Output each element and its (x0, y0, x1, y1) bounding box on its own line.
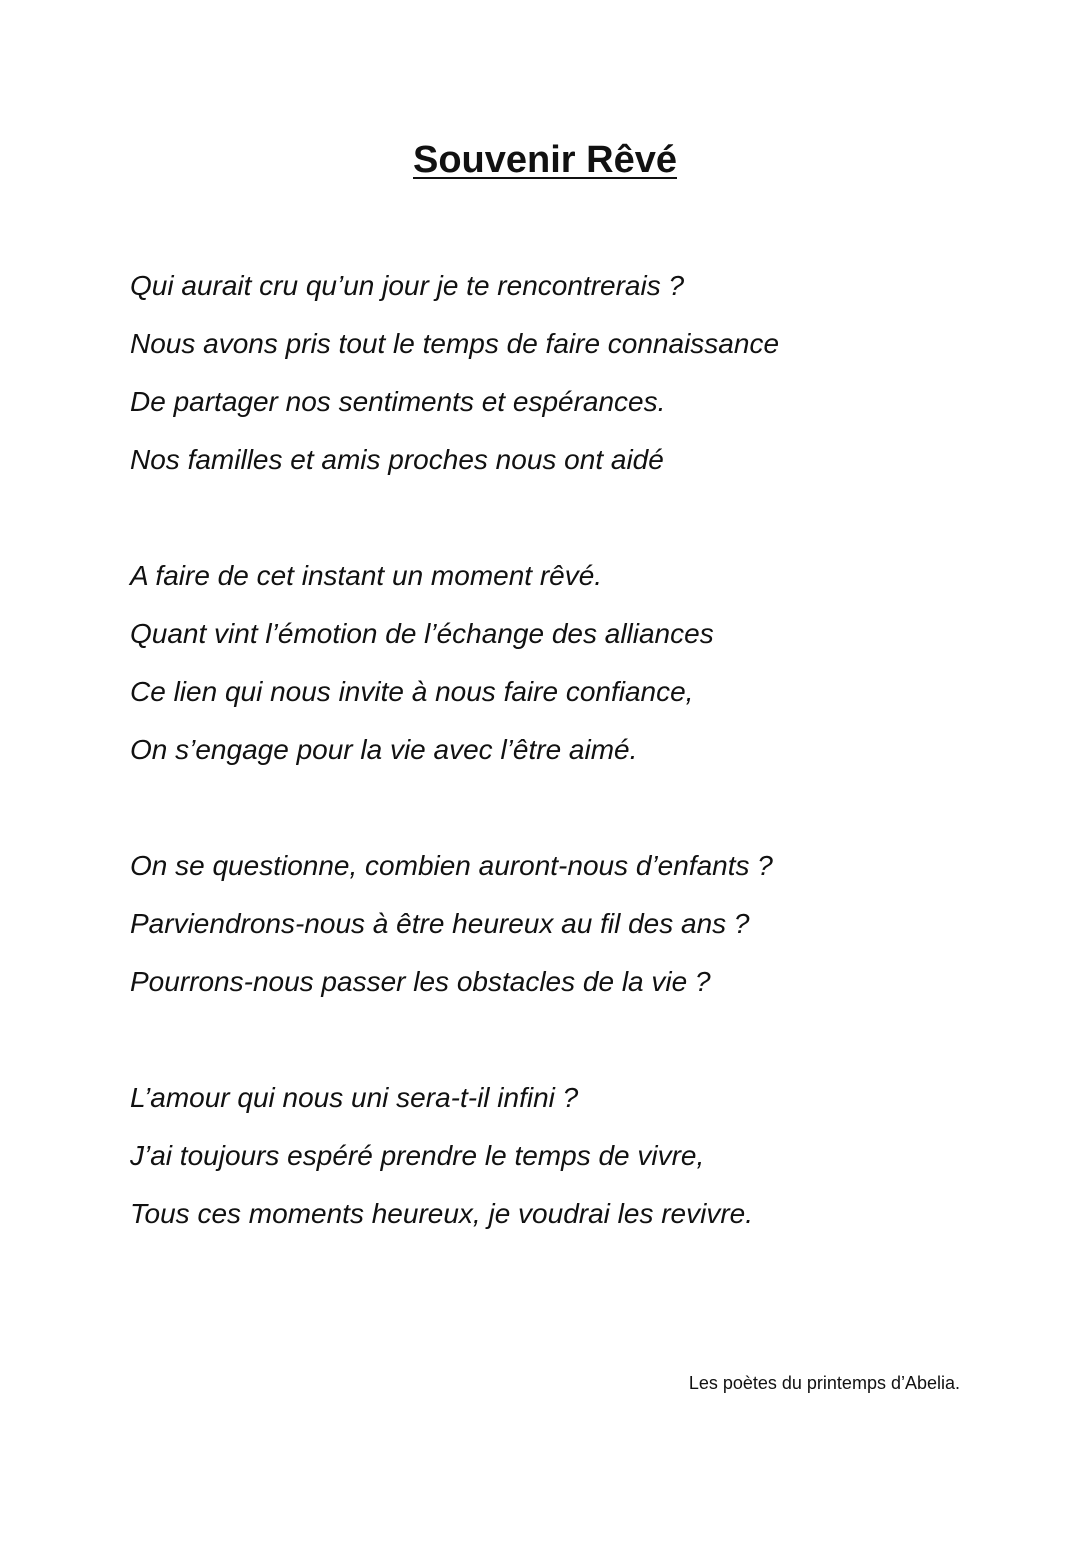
poem-line: Nos familles et amis proches nous ont aidé (130, 444, 664, 475)
poem-line: On se questionne, combien auront-nous d’enfants ? (130, 850, 773, 881)
stanza-3 (130, 844, 1010, 1018)
stanza-2 (130, 554, 1010, 786)
poem-line: Qui aurait cru qu’un jour je te rencontrerais ? (130, 270, 685, 301)
poem-line: Tous ces moments heureux, je voudrai les revivre. (130, 1198, 754, 1229)
poem-line: Parviendrons-nous à être heureux au fil des ans ? (130, 908, 750, 939)
stanza-1 (130, 264, 1010, 496)
poem-title: Souvenir Rêvé (413, 139, 677, 181)
stanza-4 (130, 1076, 1010, 1250)
poem-line: J’ai toujours espéré prendre le temps de vivre, (130, 1140, 705, 1171)
poem-line: A faire de cet instant un moment rêvé. (130, 560, 603, 591)
poem-line: L’amour qui nous uni sera-t-il infini ? (130, 1082, 579, 1113)
signature: Les poètes du printemps d’Abelia. (688, 1373, 960, 1393)
poem-line: On s’engage pour la vie avec l’être aimé. (130, 734, 638, 765)
poem-line: Nous avons pris tout le temps de faire connaissance (130, 328, 780, 359)
poem-line: Ce lien qui nous invite à nous faire confiance, (130, 676, 694, 707)
poem-line: Pourrons-nous passer les obstacles de la vie ? (130, 966, 711, 997)
poem-line: De partager nos sentiments et espérances. (130, 386, 666, 417)
poem-line: Quant vint l’émotion de l’échange des alliances (130, 618, 714, 649)
